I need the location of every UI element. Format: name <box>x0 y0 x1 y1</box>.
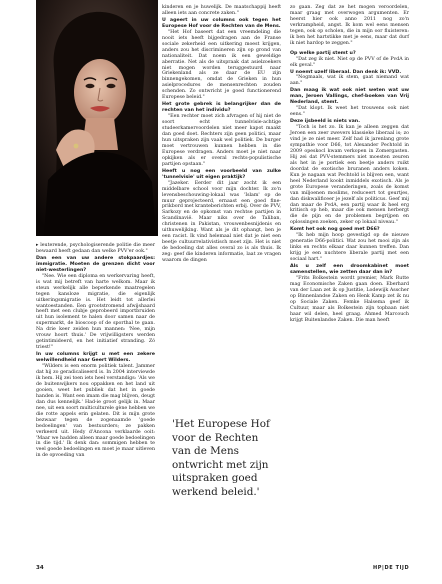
interview-question: Komt het ook nog goed met D66? <box>290 227 380 233</box>
pull-quote: 'Het Europese Hof voor de Rechten van de Mens ontwricht met zijn uitspraken goed werkend beleid.' <box>172 418 270 498</box>
text-column-2 <box>162 5 281 264</box>
interview-answer: "Het Hof baseert dat een vreemdeling die nooit iets heeft bijgedragen aan de Franse sociale zekerheid een uitkering moest krijgen, anders zou het discrimineren zijn op grond van nationaliteit. Dat noem ik een geweldige aberratie. Net als de uitspraak dat asielzoekers niet mogen worden teruggestuurd naar Griekenland als ze daar de EU zijn binnengekomen, omdat de Grieken in hun asielprocedures de mensenrechten zouden schenden. Zo ontwricht je goed functionerend Europese beleid." <box>162 29 281 101</box>
interview-answer: "Toch is het zo. Ik kan je alleen zeggen dat Jeroen een zeer zwevers klassieke liberaal is; zo vind je ze niet meer. Zelf had ik jarenlang grote sympathie voor D66, tot Alexander Pechtold in 2009 opeskocl kwam verkopen in Zomergasten. Hij zei dat PVV-stemmers niet moesten zeuren als het in je portiek een beetje anders ruikt doordat de exotische bruranen anders koken. Kun je nagaan wat Pechtold is blijven een, want heel Nederland kookt inmiddels exotisch. Als je grote Europese veranderingen, zoals de komst van miljoenen moslims, reduceert tot geurtjes, dan diskwalificeer je jezelf als politicus. Geef mij dan maar de PvdA, een partij waar ik heel erg kritisch op heb, maar die ook mensen herbergt die de pijn en de problemen begrijpen en oplossingen zoeken, zeker op lokaal niveau." <box>290 125 409 226</box>
magazine-name: HP|DE TIJD <box>373 565 410 571</box>
text-column-3 <box>290 5 409 324</box>
interview-question: Als u zelf een droomkabinet moet samenstellen, wie zetten daar dan in? <box>290 264 409 275</box>
interview-answer: "Jazeker. Eerder dit jaar zocht ik een middelbare school voor mijn dochter. Ik zo'n levensbeschouwing-lokaal was 'Islam' op de muur geprojecteerd, ernaast een goed fine-prikbord met kranteberichten erbij. Over de PVV, Sarkozy en de opkomst van rechtse partijen in Scandinavië. Maar niks over de Taliban, christenen in Pakistan, vrouwenbesnijdenis en uithuwelijking. Want als je dit ophangt, ben je een racist. Ik vind helemaal niet dat je niet een beetje cultuurrelativistisch moet zijn. Het is niet de bedoeling dat alles overal zo is als thuis. Ik zeg: geef die kinderen informatie, laat ze vragen waarom de dingen <box>162 180 281 264</box>
interview-answer: "Nee. Wie een diploma en werkervaring heeft, is wat mij betreft van harte welkom. Maar ik steun werkelijk alle beperkende maatregelen tegen kansloze migratie, die eigenlijk uitkeringsmigratie is. Het leidt tot allerlei wantoestanden. Een grootstromend afwijshaard heeft met een clubje geprobeerd importbruiden uit hun isolement te halen door samen naar de supermarkt, de bioscoop of de sporthal te gaan. Na drie keer zeiden hun mannen: 'Nee, mijn vrouw hoort thuis.' De vrijwilligsters werden getintimideerd, en het initiatief stranding. Zó triest!" <box>36 273 155 351</box>
interview-question: Dan een van uw andere stokpaardjes: immigratie. Moeten de grenzen dicht voor niet-westerlingen? <box>36 255 155 273</box>
interview-question: U ageert in uw columns ook tegen het Europese Hof voor de Rechten van de Mens. <box>162 17 281 29</box>
interview-question: Heeft u nog een voorbeeld van zulke 'tunnelvisie' uit eigen praktijk? <box>162 168 281 180</box>
interview-answer: "Ik heb mijn hoop gevestigd op de nieuwe generatie D66-politici. Wat zou het mooi zijn als links en rechts elkaar daar kunnen treffen. Dan krijg je een nuchtere liberale partij met een sociaal hart." <box>290 233 409 263</box>
text-column-1 <box>36 243 155 459</box>
interview-answer: "Een rechter moet zich afvragen of hij niet de soort echt tunnelvisie-achtige studeerkamervoordelen niet meer kapot maakt dan goed doet. Rechters zijn geen politici, maar hun uitspraken zijn vaak wel politiek. De burger moet vertrouwen kunnen hebben in die Europese verdragen. Anders moet je niet naar opkijken als er overal rechts-populistische partijen opstaan." <box>162 114 281 167</box>
interview-question: Deze ijsbeeld is niets van. <box>290 119 360 125</box>
interview-question: U noemt uzelf liberaal. Dan denk ik: VVD. <box>290 69 402 75</box>
interview-answer: "Dat zeg ik niet. Niet op de PVV of de PvdA in elk geval." <box>290 56 409 68</box>
interview-question: Op welke partij stemt u? <box>290 50 356 56</box>
portrait-illustration <box>36 0 158 236</box>
portrait-photo <box>36 0 158 236</box>
interview-answer: "Wilders is een enorm politiek talent. Jammer dat hij zo geradicaliseerd is. In 2004 interviewde ik hem. Hij zei toen iets heel verstandigs: 'Als we de buitenwijkers nou oppakken en het land uit gooien, weet het publiek dat het in goede handen is. Want een imam die mag blijven, deugt dan dus kennelijk.' Had-ie groot gelijk in. Maar nee, uit een soort multiculturele gène hebben we die rotte appels erin gelaten. Dit is mijn grote bezwaar tegen de zogenaamde 'goede bedoelingen' van bestuurders; ze pakken verkeerd uit. Hedy d'Ancona verklaarde ooit: 'Maar we hadden alleen maar goede bedoelingen in die tijd.' Ik denk dan: sommigen hebben te veel goede bedoelingen en moet je maar uitleven in de opvoeding van <box>36 364 156 459</box>
interview-question: Het grote gebrek is belangrijker dan de rechten van het individu? <box>162 102 281 114</box>
interview-question: In uw columns krijgt u met een zekere welwillendheid naar Geert Wilders. <box>36 352 155 364</box>
interview-answer: kinderen en je huwelijk. De maatschappij heeft alleen iets aan concrete zaken." <box>162 5 281 16</box>
interview-answer: ▸ leuterende, psychologiserende politie die meer bewaard heeft gedaan dan welke PVV'er ook." <box>36 243 155 254</box>
interview-answer: "Nogmaals, wat ik stem, gaat niemand wat aan." <box>290 75 409 87</box>
interview-answer: "Frits Bolkestein wordt premier, Mark Rutte mag Economische Zaken gaan doen. Eberhard van der Laan zet ik op Justitie, Lodewijk Asscher op Binnenlandse Zaken en Henk Kamp zet ik nu op Sociale Zaken. Femke Halsema geef ik Cultuur, maar als Bolkestein zijn topbaan niet haar wil delen, heel graag. Ahmed Marcouch krijgt Buitenlandse Zaken. Die man heeft <box>290 275 409 323</box>
page-number: 34 <box>36 565 44 571</box>
interview-answer: zo gaan. Zeg dat ze het mogen veroordelen, maar graag met overwogen argumenten. Er heerst hier ook anno 2011 nog zo'n verkrampheid, angst. Ik kom wel eens mensen tegen, ook op scholen, die in mijn oor fluisteren: ik ben het hartstikke met je eens, maar dat durf ik niet hardop te zeggen." <box>290 5 409 46</box>
interview-answer: "Dat klopt. Ik weet het trouwens ook niet eens." <box>290 106 409 118</box>
interview-question: Dan maag ik wat ook niet weten wat uw man, Jeroen Vallings, chef-boeken van Vrij Nederland, stemt. <box>290 88 409 106</box>
